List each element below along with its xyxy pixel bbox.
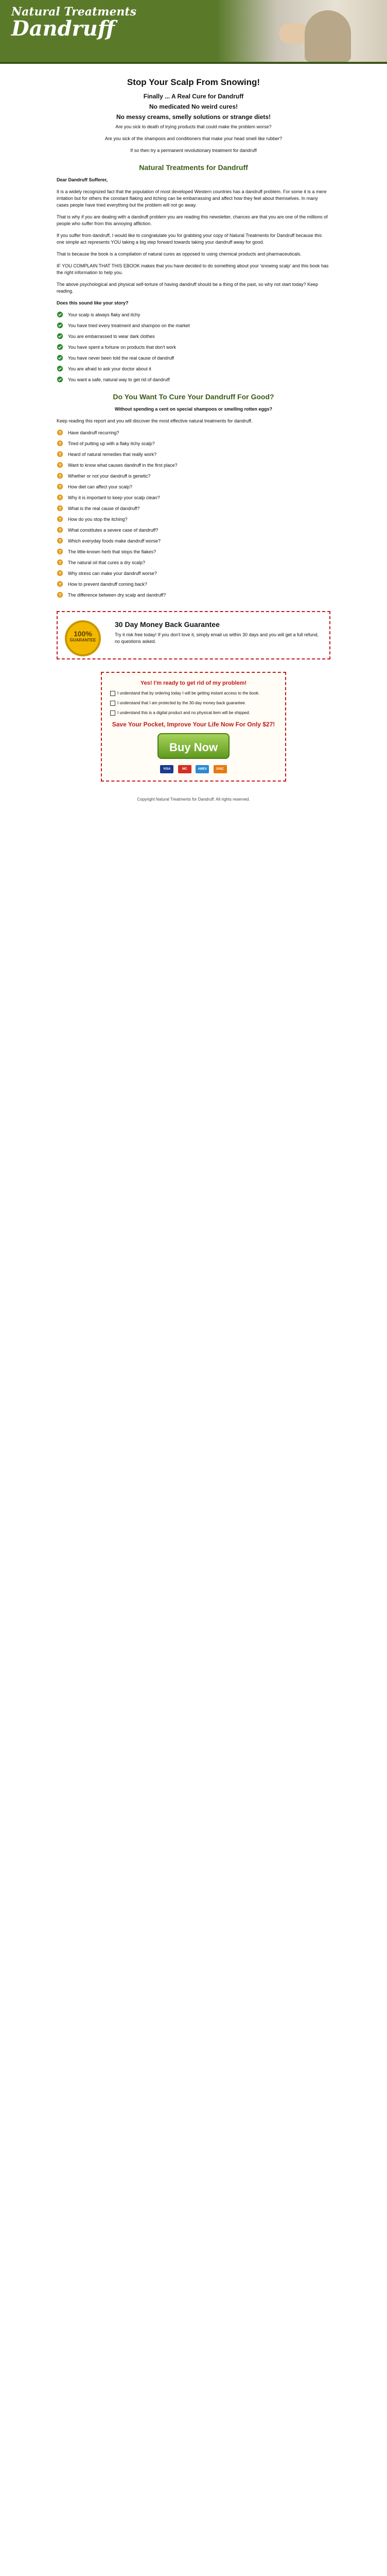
svg-text:?: ? <box>58 484 62 489</box>
list-item-text: Your scalp is always flaky and itchy <box>68 312 140 317</box>
svg-text:?: ? <box>58 495 62 500</box>
list-item-text: You have never been told the real cause of dandruff <box>68 355 174 361</box>
svg-text:?: ? <box>58 440 62 446</box>
order-check-text: I understand this is a digital product and no physical item will be shipped. <box>117 710 250 715</box>
visa-card-icon: VISA <box>160 765 173 773</box>
list-item-text: You want a safe, natural way to get rid of dandruff <box>68 377 170 382</box>
header-banner <box>0 0 387 64</box>
mastercard-icon: MC <box>178 765 191 773</box>
order-check-text: I understand that by ordering today I will be getting instant access to the book. <box>117 691 260 696</box>
intro-para-3: That is because the book is a compilation of natural cures as opposed to using chemical products and pharmaceuticals. <box>57 251 302 257</box>
question-mark-icon <box>57 429 63 436</box>
question-mark-icon <box>57 570 63 577</box>
intro-para-4: IF YOU COMPLAIN THAT THIS EBOOK makes that you have decided to do something about your 'snowing scalp' and this book has the right information to help you. <box>57 263 329 275</box>
list-item-text: Why stress can make your dandruff worse? <box>68 571 157 576</box>
guarantee-box <box>57 611 330 659</box>
checkbox-icon <box>110 691 115 696</box>
list-item-text: You have tried every treatment and shampoo on the market <box>68 323 190 328</box>
question-mark-icon <box>57 537 63 544</box>
question-mark-icon <box>57 548 63 555</box>
check-icon <box>57 344 63 350</box>
checkbox-icon <box>110 701 115 706</box>
question-mark-icon <box>57 559 63 566</box>
list-item-text: Whether or not your dandruff is genetic? <box>68 473 151 479</box>
list-item-text: Tired of putting up with a flaky itchy scalp? <box>68 441 155 446</box>
list-item <box>57 527 330 534</box>
main-content <box>0 77 387 802</box>
list-item <box>57 430 330 436</box>
list-item-text: Which everyday foods make dandruff worse? <box>68 538 161 544</box>
greeting: Dear Dandruff Sufferer, <box>57 177 108 182</box>
order-box <box>101 672 286 782</box>
guarantee-body <box>115 620 321 645</box>
list-item-text: Want to know what causes dandruff in the first place? <box>68 463 178 468</box>
svg-text:?: ? <box>58 430 62 435</box>
check-icon <box>57 354 63 361</box>
guarantee-title: 30 Day Money Back Guarantee <box>115 620 220 629</box>
list-item <box>57 312 330 318</box>
question-mark-icon <box>57 505 63 512</box>
checkbox-icon <box>110 710 115 716</box>
svg-text:?: ? <box>58 516 62 522</box>
list-item-text: The natural oil that cures a dry scalp? <box>68 560 146 565</box>
svg-text:?: ? <box>58 527 62 533</box>
question-mark-icon <box>57 516 63 522</box>
list-item <box>57 333 330 340</box>
list-item-text: Why it is important to keep your scalp clean? <box>68 495 160 500</box>
logo-top-text: Natural Treatments <box>11 5 136 19</box>
hero-question-2: Are you sick of the shampoos and conditioners that make your head smell like rubber? <box>104 136 283 141</box>
question-mark-icon <box>57 462 63 468</box>
page-headline: Stop Your Scalp From Snowing! <box>127 77 260 87</box>
check-icon <box>57 322 63 329</box>
list-item <box>57 516 330 523</box>
svg-text:?: ? <box>58 505 62 511</box>
intro-title: Natural Treatments for Dandruff <box>139 163 248 172</box>
discover-card-icon: DISC <box>214 765 227 773</box>
list-item-text: The difference between dry scalp and dandruff? <box>68 592 166 598</box>
subheadline-1: Finally ... A Real Cure for Dandruff <box>143 93 244 100</box>
question-mark-icon <box>57 451 63 457</box>
save-text: Save Your Pocket, Improve Your Life Now For Only $27! <box>112 721 275 728</box>
seal-percent: 100% <box>74 630 92 638</box>
hero-question-3: If so then try a permanent revolutionary treatment for dandruff <box>130 148 257 153</box>
svg-text:?: ? <box>58 592 62 598</box>
intro-para-2: If you suffer from dandruff, I would like to congratulate you for grabbing your copy of Natural Treatments for Dandruff because this one simple act represents YOU taking a big step forward towards taking your dandruff away for good. <box>57 233 322 245</box>
list-item <box>57 355 330 362</box>
list-item-text: What constitutes a severe case of dandruff? <box>68 528 159 533</box>
svg-text:?: ? <box>58 473 62 479</box>
svg-text:?: ? <box>58 560 62 565</box>
list-item <box>57 505 330 512</box>
order-check-text: I understand that I am protected by the 30-day money back guarantee. <box>117 701 246 705</box>
question-mark-icon <box>57 472 63 479</box>
list-item-text: What is the real cause of dandruff? <box>68 506 140 511</box>
check-icon <box>57 365 63 372</box>
guarantee-seal-icon <box>65 620 101 656</box>
list-item-text: You are embarrassed to wear dark clothes <box>68 334 155 339</box>
list-item <box>57 560 330 566</box>
list-item-text: You have spent a fortune on products that don't work <box>68 345 177 350</box>
question-mark-icon <box>57 483 63 490</box>
check-icon <box>57 311 63 318</box>
list-item <box>57 323 330 329</box>
list-item-text: Heard of natural remedies that really work? <box>68 452 157 457</box>
list-item <box>57 495 330 501</box>
list-item <box>57 462 330 469</box>
list-item <box>57 377 330 383</box>
check-icon <box>57 333 63 340</box>
question-mark-icon <box>57 591 63 598</box>
list-item <box>57 581 330 588</box>
amex-card-icon: AMEX <box>196 765 209 773</box>
intro-para-0: It is a widely recognized fact that the population of most developed Western countries has a dandruff problem. For some it is a mere irritation but for others the constant flaking and itching can be embarrassing and affect how they feel about themselves. In many cases people have tried everything but the problem will not go away. <box>57 189 327 208</box>
questions-title: Do You Want To Cure Your Dandruff For Good? <box>113 393 274 401</box>
footer-copyright: Copyright Natural Treatments for Dandruff. All rights reserved. <box>137 797 250 802</box>
guarantee-text: Try it risk free today! If you don't love it, simply email us within 30 days and you will get a full refund, no questions asked. <box>115 632 319 644</box>
site-logo[interactable] <box>11 5 136 39</box>
checklist-intro: Does this sound like your story? <box>57 300 129 306</box>
intro-para-1: That is why if you are dealing with a dandruff problem you are reading this newsletter, chances are that you are one of the millions of people who suffer from this annoying affliction. <box>57 214 328 226</box>
order-check-row <box>110 710 277 716</box>
subheadline-2: No medicated No weird cures! <box>149 103 238 110</box>
svg-text:?: ? <box>58 538 62 544</box>
order-check-row <box>110 700 277 706</box>
list-item <box>57 451 330 458</box>
seal-label: GUARANTEE <box>69 638 96 642</box>
list-item <box>57 473 330 480</box>
list-item-text: The little-known herb that stops the flakes? <box>68 549 156 554</box>
symptom-checklist <box>57 312 330 383</box>
list-item <box>57 549 330 555</box>
header-head-image <box>305 10 351 62</box>
check-icon <box>57 376 63 383</box>
list-item-text: How do you stop the itching? <box>68 517 128 522</box>
svg-text:?: ? <box>58 451 62 457</box>
list-item <box>57 440 330 447</box>
questions-lead: Without spending a cent on special shampoos or smelling rotten eggs? <box>115 406 272 412</box>
question-mark-icon <box>57 527 63 533</box>
list-item-text: You are afraid to ask your doctor about it <box>68 366 151 371</box>
svg-text:?: ? <box>58 581 62 587</box>
svg-text:?: ? <box>58 462 62 468</box>
list-item <box>57 592 330 599</box>
svg-text:?: ? <box>58 570 62 576</box>
list-item-text: How diet can affect your scalp? <box>68 484 132 489</box>
list-item-text: How to prevent dandruff coming back? <box>68 582 147 587</box>
order-check-row <box>110 690 277 696</box>
list-item <box>57 344 330 351</box>
list-item <box>57 570 330 577</box>
list-item <box>57 366 330 372</box>
question-mark-icon <box>57 581 63 587</box>
intro-para-5: The above psychological and physical self-torture of having dandruff should be a thing of the past, so why not start today? Keep reading. <box>57 282 319 294</box>
questions-para: Keep reading this report and you will discover the most effective natural treatments for dandruff. <box>57 418 253 423</box>
subheadline-3: No messy creams, smelly solutions or strange diets! <box>116 113 271 121</box>
logo-bottom-text: Dandruff <box>11 16 115 41</box>
question-list <box>57 430 330 599</box>
hero-question-1: Are you sick to death of trying products that could make the problem worse? <box>115 124 272 129</box>
order-title: Yes! I'm ready to get rid of my problem! <box>140 680 247 686</box>
payment-cards <box>110 763 277 773</box>
list-item <box>57 484 330 490</box>
buy-now-button[interactable]: Buy Now <box>157 733 230 759</box>
question-mark-icon <box>57 494 63 501</box>
list-item <box>57 538 330 545</box>
svg-text:?: ? <box>58 549 62 554</box>
question-mark-icon <box>57 440 63 447</box>
list-item-text: Have dandruff recurring? <box>68 430 119 435</box>
